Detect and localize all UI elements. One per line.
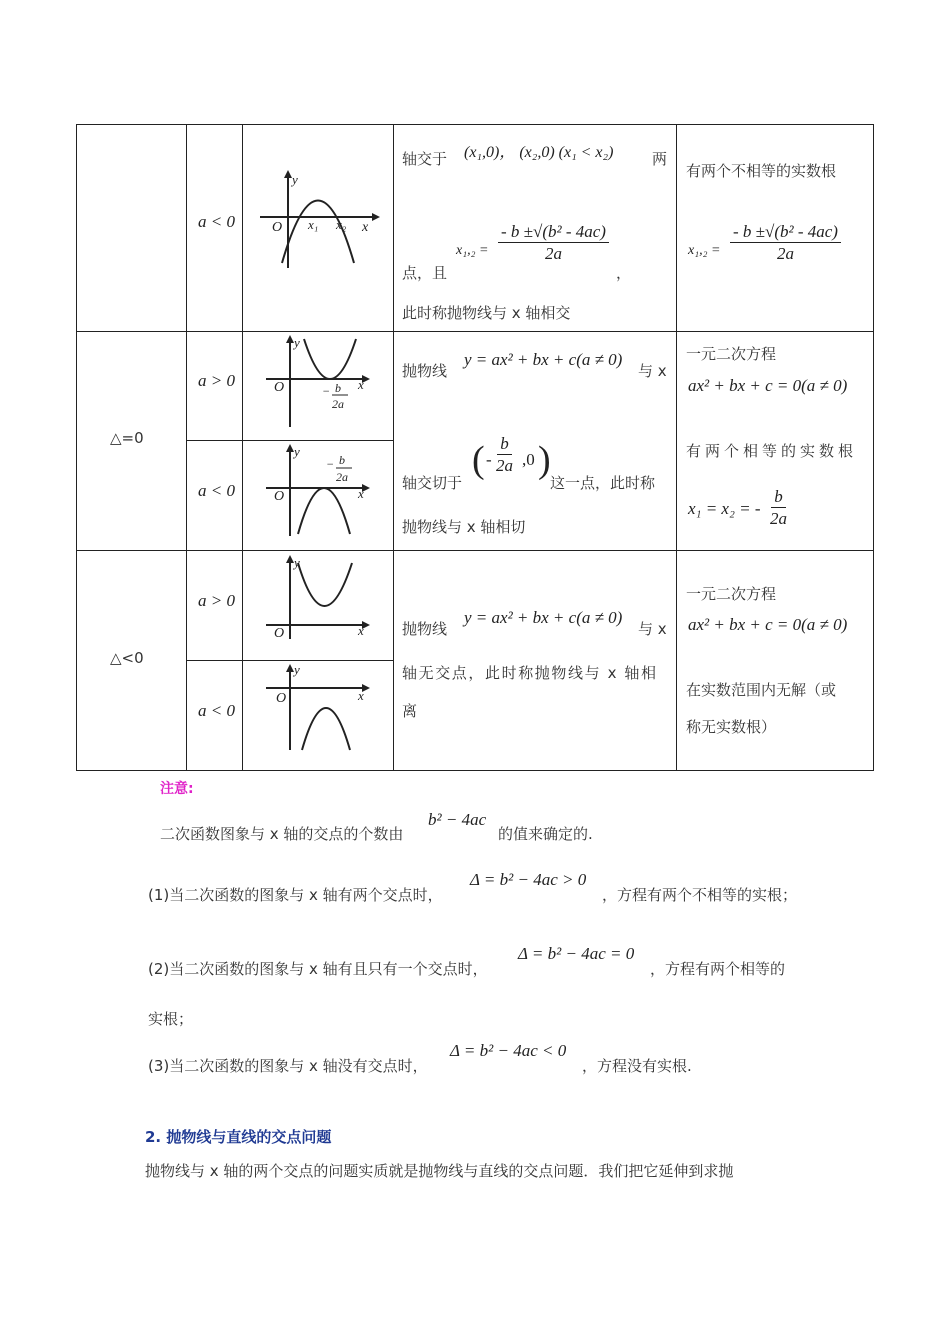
row1-desc-point: 点，且 — [402, 264, 448, 282]
svg-text:−: − — [326, 457, 335, 471]
x-axis-label: x — [358, 688, 364, 703]
row2-desc-this-point: 这一点，此时称 — [550, 474, 656, 492]
row2-point-rest: ,0 — [522, 450, 535, 469]
note-title: 注意: — [160, 781, 194, 797]
row2-result-title: 一元二次方程 — [686, 345, 777, 363]
row1-desc-intersecting: 此时称抛物线与 x 轴相交 — [402, 304, 571, 322]
root-x2-label: x₂ — [336, 217, 347, 232]
row1-result-num: - b ±√(b² - 4ac) — [730, 222, 841, 243]
section-2-body: 抛物线与 x 轴的两个交点的问题实质就是抛物线与直线的交点问题．我们把它延伸到求抛 — [145, 1162, 734, 1180]
y-axis-label: y — [294, 335, 300, 350]
note-item-1-end: ，方程有两个不相等的实根； — [602, 886, 798, 904]
row1-desc-intersect: 轴交于 — [402, 150, 448, 168]
row1-x12: x₁,₂ = — [456, 243, 489, 258]
note-item-1-formula: Δ = b² − 4ac > 0 — [470, 870, 587, 889]
origin-label: O — [276, 691, 287, 706]
note-item-2-formula: Δ = b² − 4ac = 0 — [518, 944, 635, 963]
root-x1-label: x₁ — [308, 217, 319, 232]
x-axis-label: x — [358, 623, 364, 638]
row2-desc-parabola: 抛物线 — [402, 362, 448, 380]
note-item-3: (3)当二次函数的图象与 x 轴没有交点时， — [148, 1057, 428, 1075]
condition-a-lt-0: a < 0 — [198, 212, 235, 231]
vertex-label-den: 2a — [332, 397, 344, 411]
vertex-label-den: 2a — [336, 470, 348, 484]
y-axis-label: y — [294, 555, 300, 570]
x-axis-label: x — [362, 220, 369, 235]
row1-desc-two: 两 — [652, 150, 668, 168]
row2-result-eq: x₁ = x₂ = - — [688, 499, 761, 518]
row1-comma: ， — [616, 264, 632, 282]
delta-less-zero: △<0 — [110, 649, 144, 667]
row2-parabola-formula: y = ax² + bx + c(a ≠ 0) — [464, 350, 623, 369]
parabola-graph-no-roots-up — [262, 553, 374, 641]
row1-result-formula — [730, 222, 841, 265]
note-line-1-formula: b² − 4ac — [428, 810, 487, 829]
row1-root-formula — [498, 222, 609, 265]
vertex-label-num: b — [335, 381, 341, 395]
row2-result-den: 2a — [770, 509, 787, 528]
row2-tangent-point: ( - $\frac{b}{2a}$ ,0 ) — [472, 434, 551, 481]
row2-point-num: b — [497, 434, 512, 455]
x-axis-label: x — [358, 377, 364, 392]
y-axis-label: y — [294, 662, 300, 677]
row2-result-frac — [770, 487, 787, 530]
section-2-title: 2. 抛物线与直线的交点问题 — [145, 1128, 332, 1146]
row3-result-text: 在实数范围内无解（或 — [686, 681, 837, 699]
origin-label: O — [274, 489, 285, 504]
note-item-2: (2)当二次函数的图象与 x 轴有且只有一个交点时， — [148, 960, 488, 978]
parabola-graph-two-roots — [256, 168, 380, 270]
row2-result-formula: ax² + bx + c = 0(a ≠ 0) — [688, 376, 848, 395]
vertex-label-num: b — [339, 453, 345, 467]
note-item-3-formula: Δ = b² − 4ac < 0 — [450, 1041, 567, 1060]
row1-root-num: - b ±√(b² - 4ac) — [498, 222, 609, 243]
row1-points: (x₁,0)， (x₂,0) (x₁ < x₂) — [464, 144, 614, 161]
condition-a-gt-0: a > 0 — [198, 371, 235, 390]
note-item-3-end: ，方程没有实根. — [582, 1057, 692, 1075]
row2-result-text: 有两个相等的实数根 — [686, 442, 858, 460]
row3-desc-no-intersect: 轴无交点，此时称抛物线与 x 轴相 — [402, 664, 658, 682]
note-item-2-cont: 实根； — [148, 1010, 194, 1028]
row1-result-den: 2a — [776, 244, 794, 263]
row1-root-den: 2a — [544, 244, 562, 263]
row3-desc-parabola: 抛物线 — [402, 620, 448, 638]
row1-result-x12: x₁,₂ = — [688, 243, 721, 258]
row3-desc-with-x: 与 x — [638, 620, 667, 638]
origin-label: O — [274, 626, 285, 641]
parabola-graph-tangent-down — [262, 442, 374, 538]
note-line-1: 二次函数图象与 x 轴的交点的个数由 — [160, 825, 404, 843]
condition-a-gt-0: a > 0 — [198, 591, 235, 610]
note-item-1: (1)当二次函数的图象与 x 轴有两个交点时， — [148, 886, 443, 904]
row2-point-den: 2a — [496, 456, 513, 475]
y-axis-label: y — [292, 172, 298, 187]
row3-result-title: 一元二次方程 — [686, 585, 777, 603]
row3-desc-separate: 离 — [402, 702, 418, 720]
row2-result-num: b — [771, 487, 786, 508]
y-axis-label: y — [294, 444, 300, 459]
row3-parabola-formula: y = ax² + bx + c(a ≠ 0) — [464, 608, 623, 627]
row3-result-formula: ax² + bx + c = 0(a ≠ 0) — [688, 615, 848, 634]
parabola-graph-no-roots-down — [262, 662, 374, 752]
row2-desc-with-x: 与 x — [638, 362, 667, 380]
condition-a-lt-0: a < 0 — [198, 481, 235, 500]
row3-result-text-2: 称无实数根） — [686, 718, 777, 736]
origin-label: O — [272, 220, 283, 235]
note-line-1-end: 的值来确定的. — [498, 825, 593, 843]
row2-desc-tangent-call: 抛物线与 x 轴相切 — [402, 518, 526, 536]
x-axis-label: x — [358, 486, 364, 501]
row2-desc-tangent: 轴交切于 — [402, 474, 463, 492]
condition-a-lt-0: a < 0 — [198, 701, 235, 720]
svg-text:−: − — [322, 384, 331, 398]
delta-equals-zero: △=0 — [110, 429, 144, 447]
row1-result-text: 有两个不相等的实数根 — [686, 162, 837, 180]
note-item-2-end: ，方程有两个相等的 — [650, 960, 786, 978]
parabola-graph-tangent-up — [262, 333, 374, 429]
origin-label: O — [274, 380, 285, 395]
